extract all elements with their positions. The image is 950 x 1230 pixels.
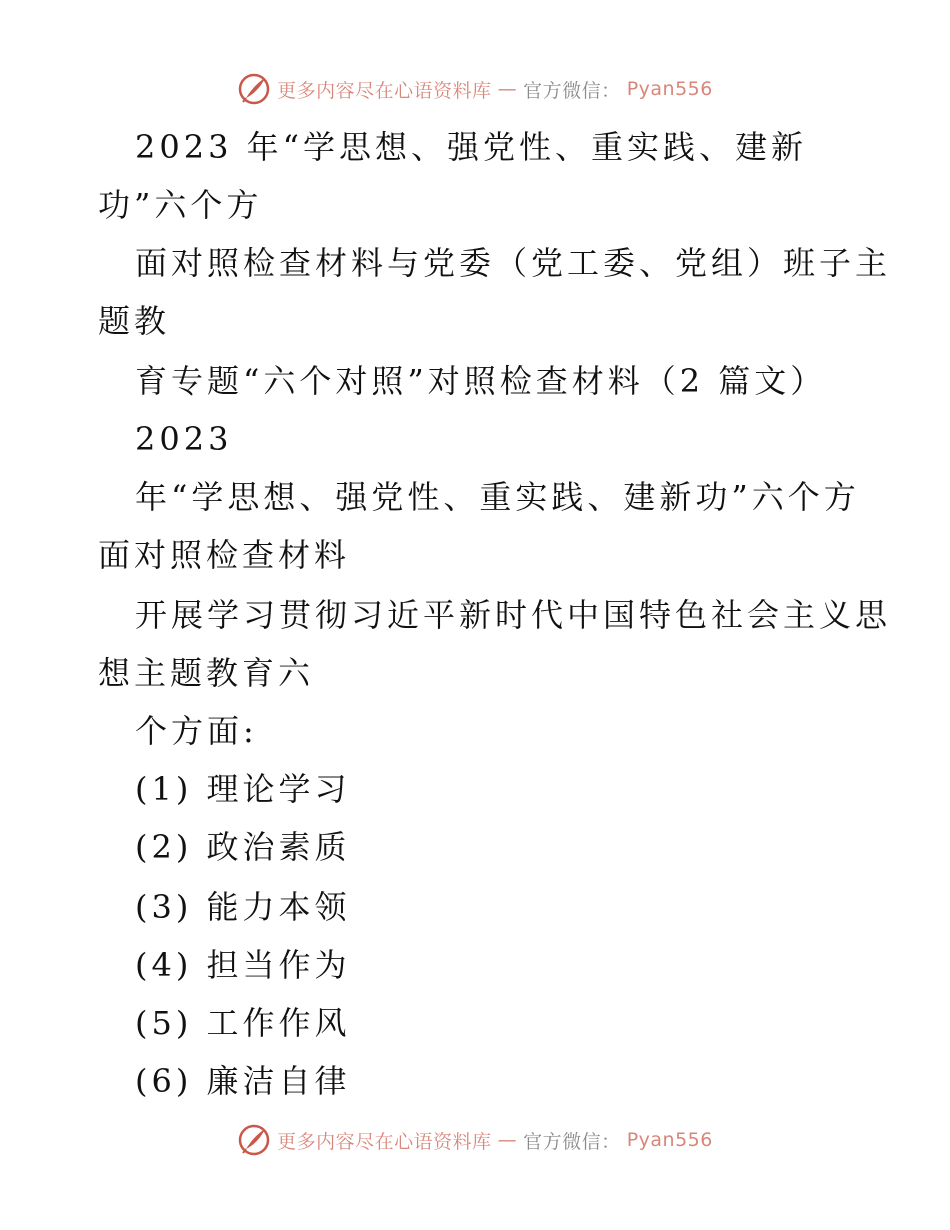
watermark-main-text: 更多内容尽在心语资料库	[277, 79, 492, 102]
doc-title-line-4: 题教	[98, 302, 171, 340]
list-item-3: (3) 能力本领	[135, 888, 351, 926]
doc-title-line-2: 功”六个方	[98, 186, 263, 224]
doc-title-line-3: 面对照检查材料与党委（党工委、党组）班子主	[135, 244, 892, 282]
paragraph-line-2: 想主题教育六	[98, 654, 315, 692]
list-item-6: (6) 廉洁自律	[135, 1062, 351, 1100]
list-item-5: (5) 工作作风	[135, 1004, 351, 1042]
watermark-wechat-label: 官方微信：	[523, 79, 621, 102]
list-item-2: (2) 政治素质	[135, 828, 351, 866]
doc-title-line-5: 育专题“六个对照”对照检查材料（2 篇文）	[135, 362, 827, 400]
watermark-separator: —	[497, 1129, 518, 1151]
section-heading-line-1: 年“学思想、强党性、重实践、建新功”六个方	[135, 478, 860, 516]
watermark-separator: —	[497, 78, 518, 100]
watermark-wechat-label: 官方微信：	[523, 1130, 621, 1153]
feather-circle-logo-icon	[237, 72, 271, 106]
watermark-wechat-id: Pyan556	[626, 1129, 713, 1151]
footer-watermark	[0, 1123, 950, 1157]
feather-circle-logo-icon	[237, 1123, 271, 1157]
watermark-wechat-id: Pyan556	[626, 78, 713, 100]
list-item-1: (1) 理论学习	[135, 770, 351, 808]
list-item-4: (4) 担当作为	[135, 946, 351, 984]
paragraph-line-1: 开展学习贯彻习近平新时代中国特色社会主义思	[135, 596, 892, 634]
watermark-main-text: 更多内容尽在心语资料库	[277, 1130, 492, 1153]
header-watermark	[0, 72, 950, 106]
section-heading-line-2: 面对照检查材料	[98, 536, 351, 574]
paragraph-line-3: 个方面:	[135, 712, 258, 750]
section-year-line: 2023	[135, 420, 233, 458]
doc-title-line-1: 2023 年“学思想、强党性、重实践、建新	[135, 128, 807, 166]
